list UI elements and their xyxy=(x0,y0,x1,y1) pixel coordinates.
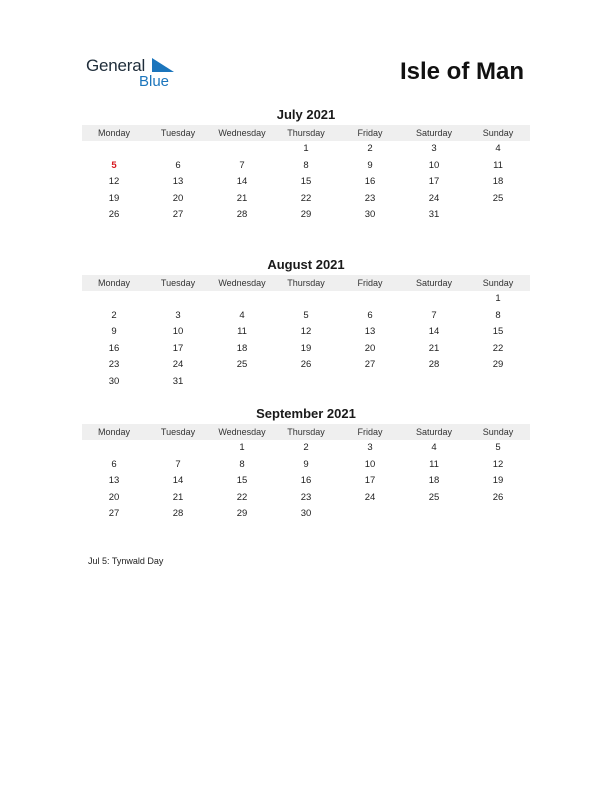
day-cell: 11 xyxy=(493,159,503,171)
day-cell: 23 xyxy=(300,491,312,503)
weekday-label: Tuesday xyxy=(160,278,196,288)
week-row xyxy=(82,158,530,175)
day-cell: 9 xyxy=(111,326,117,337)
empty-day-cell xyxy=(82,291,146,308)
day-cell: 25 xyxy=(428,491,440,503)
day-cell: 3 xyxy=(175,309,181,321)
week-row xyxy=(82,174,530,191)
day-cell: 5 xyxy=(495,442,501,453)
empty-day-cell xyxy=(146,440,210,457)
logo-general-text: General xyxy=(86,56,146,75)
day-cell: 6 xyxy=(367,309,373,321)
day-cell: 21 xyxy=(172,491,184,503)
day-cell: 9 xyxy=(367,159,373,171)
weekday-label: Friday xyxy=(357,427,383,437)
week-row xyxy=(82,440,530,457)
day-cell: 24 xyxy=(428,192,440,204)
day-cell: 21 xyxy=(236,192,248,204)
month-title: September 2021 xyxy=(256,406,356,421)
day-cell: 9 xyxy=(303,458,309,470)
month-title: July 2021 xyxy=(276,107,336,122)
empty-day-cell xyxy=(146,291,210,308)
day-cell: 29 xyxy=(300,209,312,220)
empty-day-cell xyxy=(402,374,466,391)
day-cell: 23 xyxy=(364,192,376,204)
month-title: August 2021 xyxy=(267,257,345,272)
day-cell: 26 xyxy=(108,209,120,220)
day-cell: 22 xyxy=(300,192,312,204)
week-row xyxy=(82,374,530,391)
day-cell: 14 xyxy=(428,326,440,337)
day-cell: 10 xyxy=(428,159,440,171)
day-cell: 26 xyxy=(300,359,312,370)
day-cell: 18 xyxy=(492,176,504,187)
day-cell: 19 xyxy=(108,192,120,204)
week-row xyxy=(82,506,530,523)
day-cell: 22 xyxy=(236,491,248,503)
day-cell: 11 xyxy=(237,326,247,337)
day-cell: 28 xyxy=(236,209,248,220)
day-cell: 29 xyxy=(492,359,504,370)
weekday-label: Saturday xyxy=(415,427,453,437)
day-cell: 8 xyxy=(495,309,501,321)
week-row xyxy=(82,191,530,208)
day-cell: 4 xyxy=(239,309,245,321)
weekday-header xyxy=(82,125,530,141)
day-cell: 25 xyxy=(492,192,504,204)
day-cell: 17 xyxy=(364,475,376,486)
day-cell: 29 xyxy=(236,508,248,519)
day-cell: 8 xyxy=(303,159,309,171)
day-cell: 24 xyxy=(172,359,184,370)
empty-day-cell xyxy=(82,141,146,158)
day-cell: 7 xyxy=(175,458,181,470)
weekday-label: Wednesday xyxy=(218,128,266,138)
country-title: Isle of Man xyxy=(399,58,524,85)
weekday-label: Friday xyxy=(357,128,383,138)
empty-day-cell xyxy=(402,291,466,308)
day-cell: 30 xyxy=(300,508,312,519)
empty-day-cell xyxy=(338,506,402,523)
day-cell: 31 xyxy=(172,375,184,387)
day-cell: 31 xyxy=(428,209,440,220)
day-cell: 7 xyxy=(431,309,437,321)
logo-triangle-icon xyxy=(152,58,174,72)
day-cell: 30 xyxy=(108,375,120,387)
weekday-label: Thursday xyxy=(287,427,325,437)
day-cell: 16 xyxy=(108,342,120,354)
day-cell: 17 xyxy=(428,176,440,187)
day-cell: 26 xyxy=(492,491,504,503)
empty-day-cell xyxy=(82,440,146,457)
day-cell: 3 xyxy=(431,143,437,154)
day-cell: 27 xyxy=(108,508,120,519)
day-cell: 2 xyxy=(367,143,373,154)
day-cell: 11 xyxy=(429,458,439,470)
day-cell: 21 xyxy=(428,342,440,354)
day-cell: 13 xyxy=(108,475,120,486)
empty-day-cell xyxy=(210,291,274,308)
week-row xyxy=(82,457,530,474)
day-cell: 22 xyxy=(492,342,504,354)
empty-day-cell xyxy=(466,374,530,391)
empty-day-cell xyxy=(466,506,530,523)
day-cell: 10 xyxy=(364,458,376,470)
day-cell: 27 xyxy=(364,359,376,370)
weekday-label: Saturday xyxy=(415,128,453,138)
empty-day-cell xyxy=(402,506,466,523)
day-cell: 19 xyxy=(300,342,312,354)
weekday-header xyxy=(82,424,530,440)
weekday-label: Thursday xyxy=(287,128,325,138)
day-cell: 30 xyxy=(364,209,376,220)
week-row xyxy=(82,490,530,507)
weekday-label: Tuesday xyxy=(160,128,196,138)
day-cell: 23 xyxy=(108,359,120,370)
weekday-label: Friday xyxy=(357,278,383,288)
day-cell: 27 xyxy=(172,209,184,220)
day-cell: 12 xyxy=(108,176,120,187)
day-cell: 4 xyxy=(431,442,437,453)
week-row xyxy=(82,473,530,490)
week-row xyxy=(82,308,530,325)
week-row xyxy=(82,324,530,341)
weekday-label: Wednesday xyxy=(218,427,266,437)
week-row xyxy=(82,357,530,374)
week-row xyxy=(82,341,530,358)
weekday-label: Monday xyxy=(97,427,131,437)
logo xyxy=(86,56,186,96)
day-cell: 13 xyxy=(364,326,376,337)
day-cell: 3 xyxy=(367,442,373,453)
day-cell: 8 xyxy=(239,458,245,470)
empty-day-cell xyxy=(338,374,402,391)
logo-blue-text: Blue xyxy=(139,73,170,90)
weekday-label: Sunday xyxy=(482,128,514,138)
weekday-label: Tuesday xyxy=(160,427,196,437)
weekday-label: Monday xyxy=(97,278,131,288)
day-cell: 20 xyxy=(108,491,120,503)
day-cell: 25 xyxy=(236,359,248,370)
weekday-header xyxy=(82,275,530,291)
holiday-notes xyxy=(88,556,163,566)
weekday-label: Sunday xyxy=(482,427,514,437)
day-cell: 13 xyxy=(172,176,184,187)
day-cell: 10 xyxy=(172,326,184,337)
day-cell: 17 xyxy=(172,342,184,354)
holiday-day-cell: 5 xyxy=(111,159,117,171)
day-cell: 5 xyxy=(303,309,309,321)
empty-day-cell xyxy=(466,207,530,224)
month-september xyxy=(82,406,530,523)
day-cell: 12 xyxy=(492,458,504,470)
week-row xyxy=(82,141,530,158)
day-cell: 14 xyxy=(236,176,248,187)
day-cell: 6 xyxy=(111,458,117,470)
day-cell: 18 xyxy=(236,342,248,354)
day-cell: 19 xyxy=(492,475,504,486)
day-cell: 24 xyxy=(364,491,376,503)
day-cell: 2 xyxy=(111,309,117,321)
month-august xyxy=(82,257,530,390)
day-cell: 16 xyxy=(364,176,376,187)
day-cell: 2 xyxy=(303,442,309,453)
day-cell: 15 xyxy=(236,475,248,486)
day-cell: 14 xyxy=(172,475,184,486)
day-cell: 6 xyxy=(175,159,181,171)
day-cell: 20 xyxy=(364,342,376,354)
day-cell: 4 xyxy=(495,143,501,154)
day-cell: 20 xyxy=(172,192,184,204)
day-cell: 1 xyxy=(495,293,501,304)
empty-day-cell xyxy=(210,374,274,391)
empty-day-cell xyxy=(274,291,338,308)
day-cell: 15 xyxy=(492,326,504,337)
holiday-note: Jul 5: Tynwald Day xyxy=(88,556,164,566)
day-cell: 28 xyxy=(172,508,184,519)
month-july xyxy=(82,107,530,224)
day-cell: 18 xyxy=(428,475,440,486)
day-cell: 15 xyxy=(300,176,312,187)
day-cell: 16 xyxy=(300,475,312,486)
weekday-label: Thursday xyxy=(287,278,325,288)
week-row xyxy=(82,291,530,308)
day-cell: 28 xyxy=(428,359,440,370)
empty-day-cell xyxy=(146,141,210,158)
day-cell: 1 xyxy=(239,442,245,453)
weekday-label: Monday xyxy=(97,128,131,138)
day-cell: 1 xyxy=(303,143,309,154)
week-row xyxy=(82,207,530,224)
day-cell: 7 xyxy=(239,159,245,171)
weekday-label: Sunday xyxy=(482,278,514,288)
empty-day-cell xyxy=(274,374,338,391)
day-cell: 12 xyxy=(300,326,312,337)
empty-day-cell xyxy=(210,141,274,158)
weekday-label: Wednesday xyxy=(218,278,266,288)
weekday-label: Saturday xyxy=(415,278,453,288)
empty-day-cell xyxy=(338,291,402,308)
